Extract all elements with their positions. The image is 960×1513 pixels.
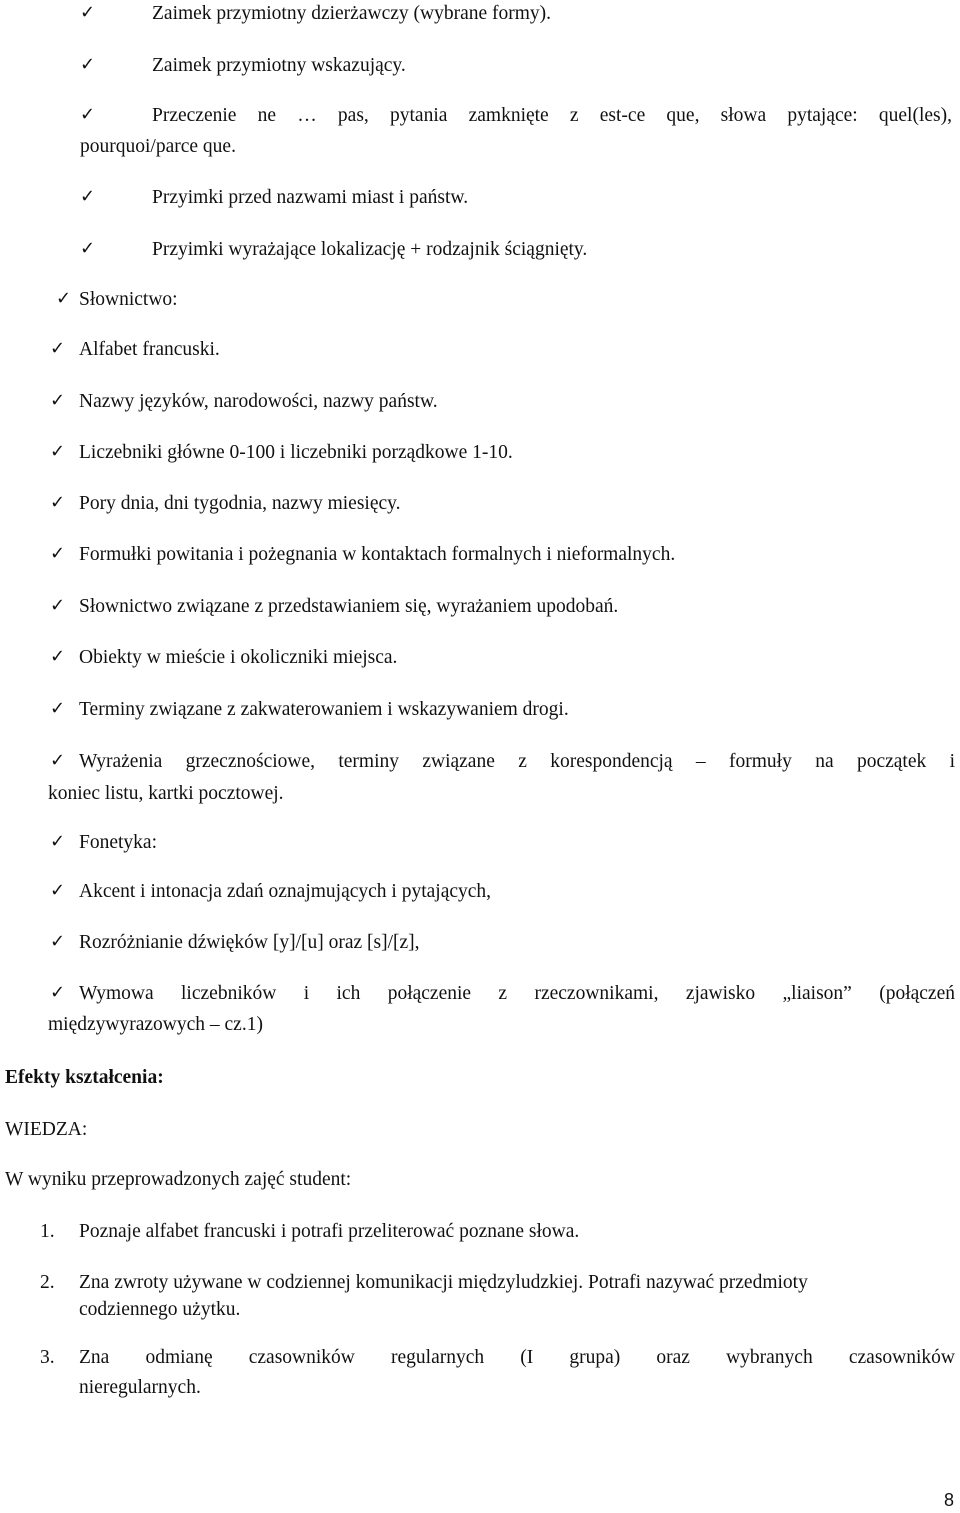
checkmark-icon: ✓ <box>50 543 66 564</box>
outcome-number: 1. <box>40 1221 55 1242</box>
vocab-item-continuation: koniec listu, kartki pocztowej. <box>48 783 284 804</box>
grammar-item: Przyimki wyrażające lokalizację + rodzajnik ściągnięty. <box>152 239 588 260</box>
phonetics-item-continuation: międzywyrazowych – cz.1) <box>48 1014 263 1035</box>
outcome-number: 3. <box>40 1347 55 1368</box>
phonetics-item: Rozróżnianie dźwięków [y]/[u] oraz [s]/[z], <box>79 932 420 953</box>
grammar-item: Zaimek przymiotny dzierżawczy (wybrane formy). <box>152 3 552 24</box>
outcome-text: Poznaje alfabet francuski i potrafi przeliterować poznane słowa. <box>79 1221 580 1242</box>
checkmark-icon: ✓ <box>50 338 66 359</box>
vocab-item: Nazwy języków, narodowości, nazwy państw. <box>79 391 438 412</box>
outcome-text-continuation: nieregularnych. <box>79 1377 201 1398</box>
outcome-text-continuation: codziennego użytku. <box>79 1299 241 1320</box>
grammar-item: Przyimki przed nazwami miast i państw. <box>152 187 469 208</box>
checkmark-icon: ✓ <box>50 595 66 616</box>
checkmark-icon: ✓ <box>50 982 66 1003</box>
vocab-item: Wyrażenia grzecznościowe, terminy związane z korespondencją – formuły na początek i <box>79 751 955 772</box>
outcome-number: 2. <box>40 1272 55 1293</box>
vocab-item: Terminy związane z zakwaterowaniem i wskazywaniem drogi. <box>79 699 569 720</box>
outcomes-intro: W wyniku przeprowadzonych zajęć student: <box>5 1169 352 1190</box>
vocab-item: Obiekty w mieście i okoliczniki miejsca. <box>79 647 398 668</box>
checkmark-icon: ✓ <box>50 880 66 901</box>
checkmark-icon: ✓ <box>50 750 66 771</box>
checkmark-icon: ✓ <box>50 646 66 667</box>
outcomes-heading: Efekty kształcenia: <box>5 1067 164 1088</box>
checkmark-icon: ✓ <box>80 186 96 207</box>
vocab-item: Formułki powitania i pożegnania w kontaktach formalnych i nieformalnych. <box>79 544 676 565</box>
phonetics-heading: Fonetyka: <box>79 832 157 853</box>
checkmark-icon: ✓ <box>80 104 96 125</box>
vocab-item: Liczebniki główne 0-100 i liczebniki porządkowe 1-10. <box>79 442 513 463</box>
checkmark-icon: ✓ <box>80 238 96 259</box>
page-number: 8 <box>943 1490 954 1510</box>
phonetics-item: Wymowa liczebników i ich połączenie z rzeczownikami, zjawisko „liaison” (połączeń <box>79 983 955 1004</box>
grammar-item: Zaimek przymiotny wskazujący. <box>152 55 406 76</box>
checkmark-icon: ✓ <box>80 2 96 23</box>
vocab-item: Słownictwo związane z przedstawianiem się, wyrażaniem upodobań. <box>79 596 619 617</box>
grammar-item-continuation: pourquoi/parce que. <box>80 136 236 157</box>
grammar-item: Przeczenie ne … pas, pytania zamknięte z est-ce que, słowa pytające: quel(les), <box>152 105 952 126</box>
checkmark-icon: ✓ <box>50 931 66 952</box>
checkmark-icon: ✓ <box>50 390 66 411</box>
vocab-item: Pory dnia, dni tygodnia, nazwy miesięcy. <box>79 493 401 514</box>
outcome-text: Zna odmianę czasowników regularnych (I grupa) oraz wybranych czasowników <box>79 1347 955 1368</box>
checkmark-icon: ✓ <box>50 492 66 513</box>
vocab-heading: Słownictwo: <box>79 289 178 310</box>
phonetics-item: Akcent i intonacja zdań oznajmujących i pytających, <box>79 881 492 902</box>
outcome-text: Zna zwroty używane w codziennej komunikacji międzyludzkiej. Potrafi nazywać przedmioty <box>79 1272 808 1293</box>
checkmark-icon: ✓ <box>56 288 72 309</box>
vocab-item: Alfabet francuski. <box>79 339 220 360</box>
checkmark-icon: ✓ <box>50 698 66 719</box>
checkmark-icon: ✓ <box>80 54 96 75</box>
checkmark-icon: ✓ <box>50 831 66 852</box>
knowledge-heading: WIEDZA: <box>5 1119 88 1140</box>
checkmark-icon: ✓ <box>50 441 66 462</box>
